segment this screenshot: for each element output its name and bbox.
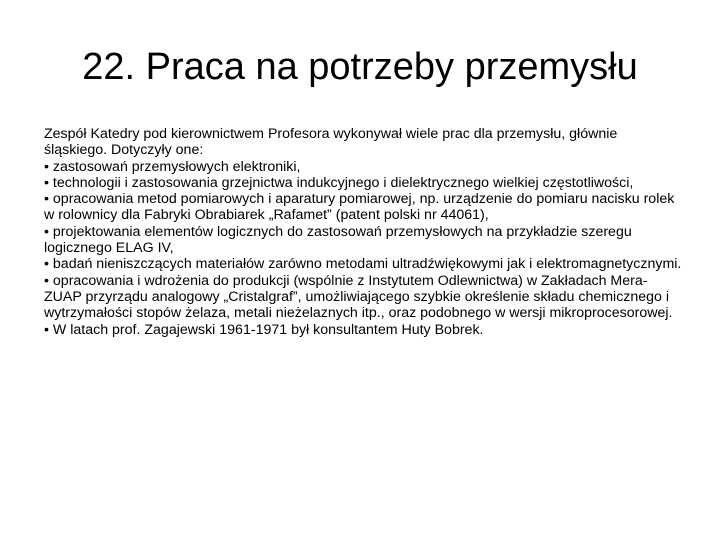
bullet-item-logic-elements: • projektowania elementów logicznych do zastosowań przemysłowych na przykładzie szeregu logicznego ELAG IV, [44, 223, 632, 257]
bullet-item-induction-heating: • technologii i zastosowania grzejnictwa indukcyjnego i dielektrycznego wielkiej częstotliwości, [44, 174, 634, 191]
bullet-item-cristalgraf: • opracowania i wdrożenia do produkcji (wspólnie z Instytutem Odlewnictwa) w Zakładach Mera-ZUAP przyrządu analogowy „Cristalgraf”, umożliwiającego szybkie określenie składu chemicznego i wytrzymałości stopów żelaza, metali nieżelaznych itp., oraz podobnego w wersji mikroprocesorowej. [44, 272, 673, 322]
slide-title: 22. Praca na potrzeby przemysłu [82, 46, 638, 88]
bullet-item-measurement-methods: • opracowania metod pomiarowych i aparatury pomiarowej, np. urządzenie do pomiaru nacisku rolek w rolownicy dla Fabryki Obrabiarek „Rafamet” (patent polski nr 44061), [44, 191, 675, 224]
slide-body [44, 126, 684, 338]
bullet-item-electronics: • zastosowań przemysłowych elektroniki, [44, 158, 301, 175]
intro-paragraph: Zespół Katedry pod kierownictwem Profesora wykonywał wiele prac dla przemysłu, głównie śląskiego. Dotyczyły one: [44, 126, 618, 159]
bullet-item-nondestructive-testing: • badań nieniszczących materiałów zarówno metodami ultradźwiękowymi jak i elektromagnetycznymi. [44, 256, 682, 273]
bullet-item-consultant: • W latach prof. Zagajewski 1961-1971 był konsultantem Huty Bobrek. [44, 321, 484, 338]
